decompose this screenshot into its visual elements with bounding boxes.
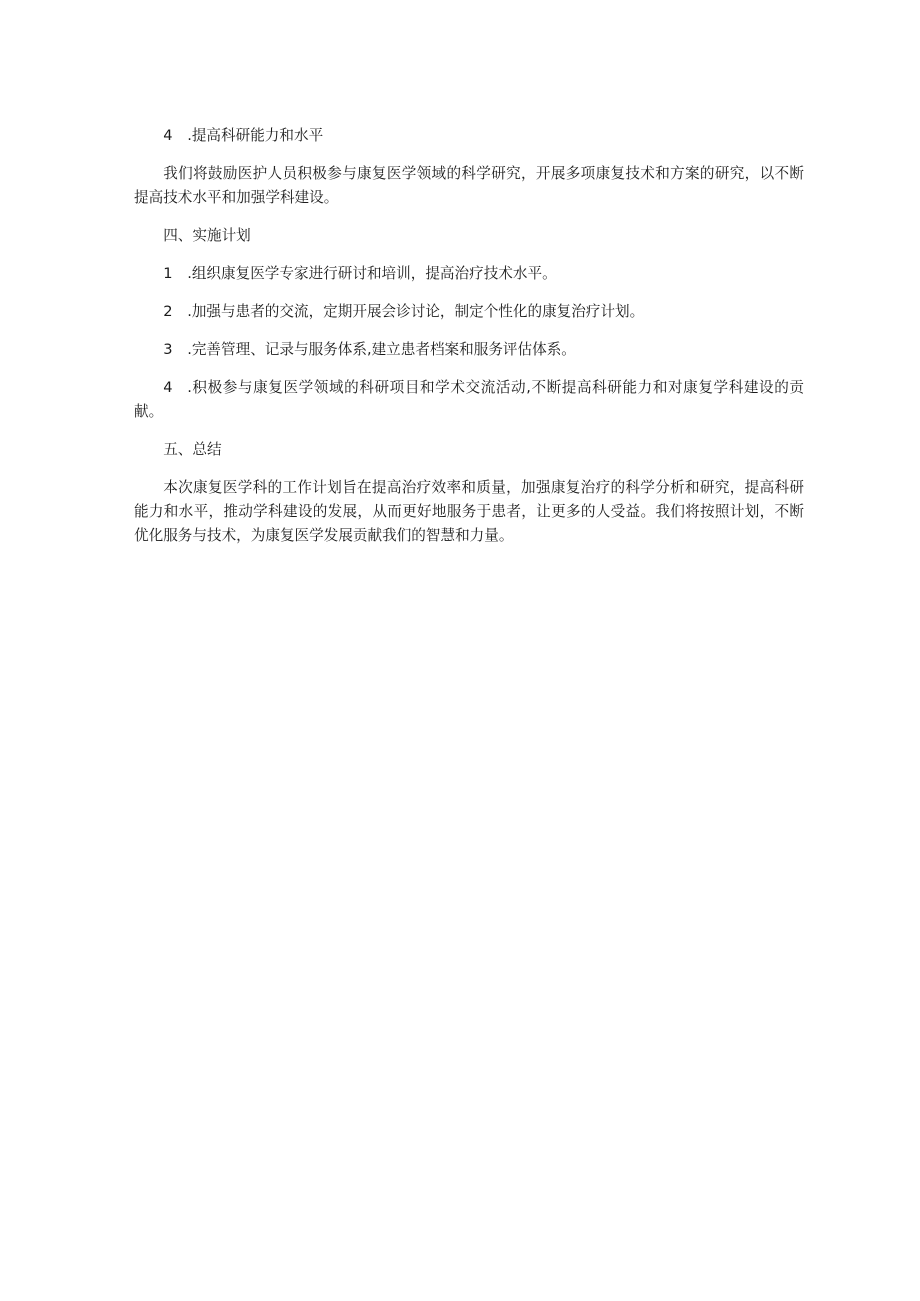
item-number: 3 — [163, 341, 173, 358]
list-item — [134, 376, 804, 424]
document-body — [134, 124, 804, 562]
paragraph-summary: 本次康复医学科的工作计划旨在提高治疗效率和质量，加强康复治疗的科学分析和研究，提高科研能力和水平，推动学科建设的发展，从而更好地服务于患者，让更多的人受益。我们将按照计划，不断优化服务与技术，为康复医学发展贡献我们的智慧和力量。 — [134, 479, 804, 544]
item-text: .加强与患者的交流，定期开展会诊讨论，制定个性化的康复治疗计划。 — [187, 303, 645, 320]
item-number: 1 — [163, 265, 173, 282]
item-number: 4 — [163, 379, 173, 396]
item-text: .组织康复医学专家进行研讨和培训，提高治疗技术水平。 — [187, 265, 557, 282]
section-heading-summary: 五、总结 — [163, 441, 222, 458]
list-item — [134, 262, 804, 286]
item-number: 2 — [163, 303, 173, 320]
item-text: .提高科研能力和水平 — [187, 127, 324, 144]
paragraph-research: 我们将鼓励医护人员积极参与康复医学领域的科学研究，开展多项康复技术和方案的研究，以不断提高技术水平和加强学科建设。 — [134, 165, 804, 206]
item-text: .完善管理、记录与服务体系,建立患者档案和服务评估体系。 — [187, 341, 576, 358]
item-number: 4 — [163, 127, 173, 144]
item-text: .积极参与康复医学领域的科研项目和学术交流活动,不断提高科研能力和对康复学科建设的贡献。 — [134, 379, 804, 420]
list-item — [134, 338, 804, 362]
list-item — [134, 300, 804, 324]
section-heading-implementation: 四、实施计划 — [163, 227, 251, 244]
item-heading-research — [134, 124, 804, 148]
